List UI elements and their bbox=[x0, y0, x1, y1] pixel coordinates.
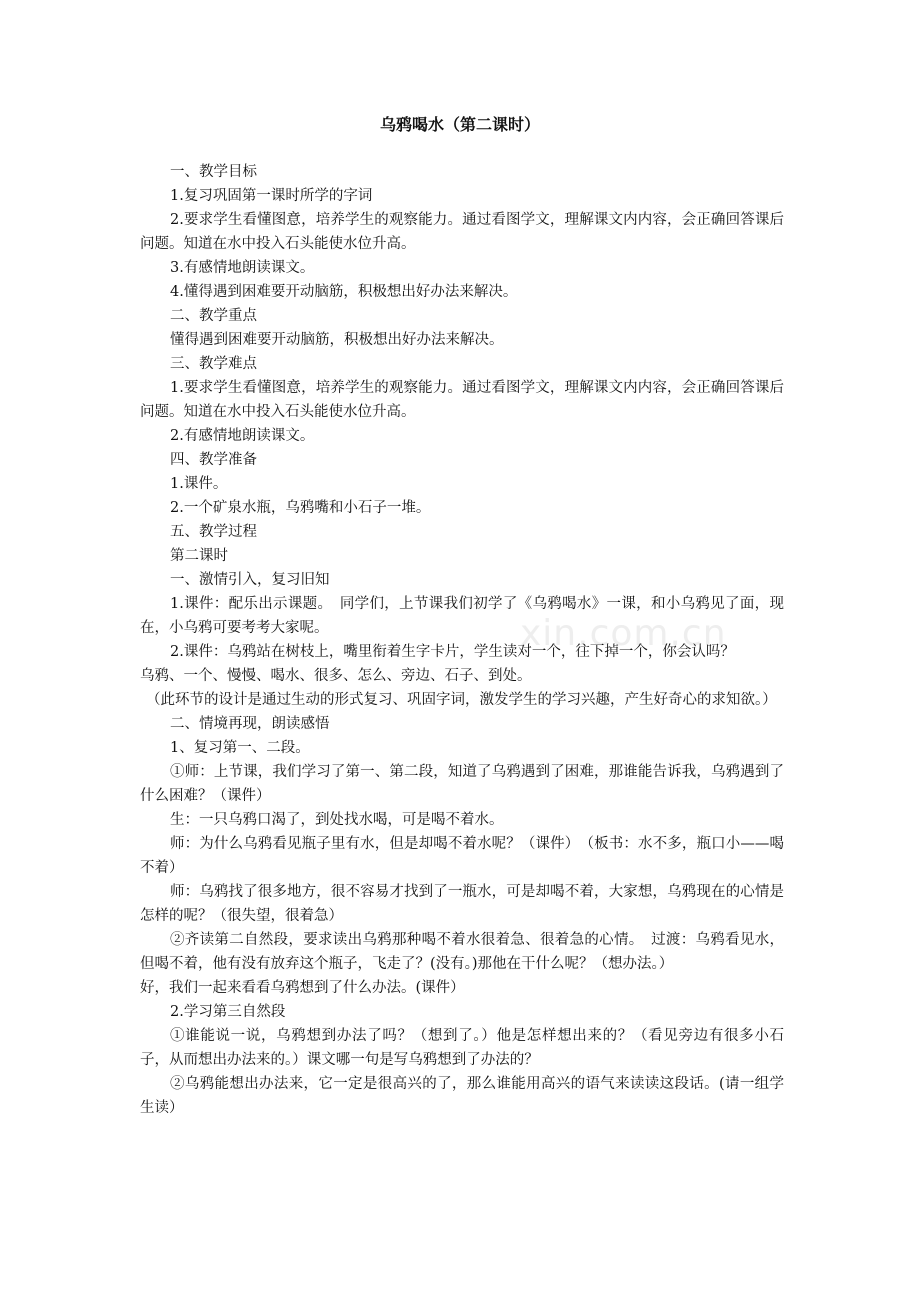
paragraph: 乌鸦、一个、慢慢、喝水、很多、怎么、旁边、石子、到处。 bbox=[140, 668, 532, 684]
paragraph: 1.要求学生看懂图意，培养学生的观察能力。通过看图学文，理解课文内内容，会正确回答课后问题。知道在水中投入石头能使水位升高。 bbox=[140, 380, 784, 420]
paragraph: 懂得遇到困难要开动脑筋，积极想出好办法来解决。 bbox=[170, 332, 504, 348]
paragraph: 3.有感情地朗读课文。 bbox=[170, 260, 315, 276]
paragraph: ②齐读第二自然段，要求读出乌鸦那种喝不着水很着急、很着急的心情。 过渡：乌鸦看见水，但喝不着，他有没有放弃这个瓶子，飞走了？(没有。)那他在干什么呢？（想办法。） bbox=[140, 932, 784, 972]
document-title: 乌鸦喝水（第二课时） bbox=[379, 115, 540, 134]
paragraph: 第二课时 bbox=[170, 548, 228, 564]
paragraph: 1.课件。 bbox=[170, 476, 228, 492]
paragraph: （此环节的设计是通过生动的形式复习、巩固字词，激发学生的学习兴趣，产生好奇心的求知欲。） bbox=[146, 692, 777, 708]
paragraph: 一、教学目标 bbox=[170, 164, 257, 180]
paragraph: 二、教学重点 bbox=[170, 308, 257, 324]
paragraph: 五、教学过程 bbox=[170, 524, 257, 540]
paragraph: 四、教学准备 bbox=[170, 452, 257, 468]
paragraph: 生：一只乌鸦口渴了，到处找水喝，可是喝不着水。 bbox=[170, 812, 504, 828]
paragraph: 1.复习巩固第一课时所学的字词 bbox=[170, 188, 373, 204]
paragraph: 2.一个矿泉水瓶，乌鸦嘴和小石子一堆。 bbox=[170, 500, 431, 516]
document-body bbox=[140, 160, 784, 1120]
paragraph: 一、激情引入，复习旧知 bbox=[170, 572, 330, 588]
paragraph: ②乌鸦能想出办法来，它一定是很高兴的了，那么谁能用高兴的语气来读读这段话。(请一组学生读） bbox=[140, 1076, 784, 1116]
paragraph: 师：为什么乌鸦看见瓶子里有水，但是却喝不着水呢？（课件） （板书：水不多，瓶口小——喝不着） bbox=[140, 836, 784, 876]
paragraph: ①师：上节课，我们学习了第一、第二段，知道了乌鸦遇到了困难，那谁能告诉我，乌鸦遇到了什么困难？（课件） bbox=[140, 764, 784, 804]
paragraph: 2.课件：乌鸦站在树枝上，嘴里衔着生字卡片，学生读对一个，往下掉一个，你会认吗？ bbox=[170, 644, 735, 660]
paragraph: 4.懂得遇到困难要开动脑筋，积极想出好办法来解决。 bbox=[170, 284, 518, 300]
watermark: xin.com.cn bbox=[520, 613, 727, 654]
paragraph: 2.有感情地朗读课文。 bbox=[170, 428, 315, 444]
paragraph: 2.要求学生看懂图意，培养学生的观察能力。通过看图学文，理解课文内内容，会正确回答课后问题。知道在水中投入石头能使水位升高。 bbox=[140, 212, 784, 252]
paragraph: 2.学习第三自然段 bbox=[170, 1004, 286, 1020]
paragraph: 师：乌鸦找了很多地方，很不容易才找到了一瓶水，可是却喝不着，大家想，乌鸦现在的心情是怎样的呢？（很失望，很着急） bbox=[140, 884, 784, 924]
paragraph: 1、复习第一、二段。 bbox=[170, 740, 310, 756]
paragraph: 三、教学难点 bbox=[170, 356, 257, 372]
paragraph: 1.课件：配乐出示课题。 同学们，上节课我们初学了《乌鸦喝水》一课，和小乌鸦见了面，现在，小乌鸦可要考考大家呢。 bbox=[140, 596, 784, 636]
paragraph: 好，我们一起来看看乌鸦想到了什么办法。(课件） bbox=[140, 980, 465, 996]
paragraph: 二、情境再现，朗读感悟 bbox=[170, 716, 330, 732]
paragraph: ①谁能说一说，乌鸦想到办法了吗？（想到了。）他是怎样想出来的？（看见旁边有很多小石子，从而想出办法来的。）课文哪一句是写乌鸦想到了办法的？ bbox=[140, 1028, 784, 1068]
